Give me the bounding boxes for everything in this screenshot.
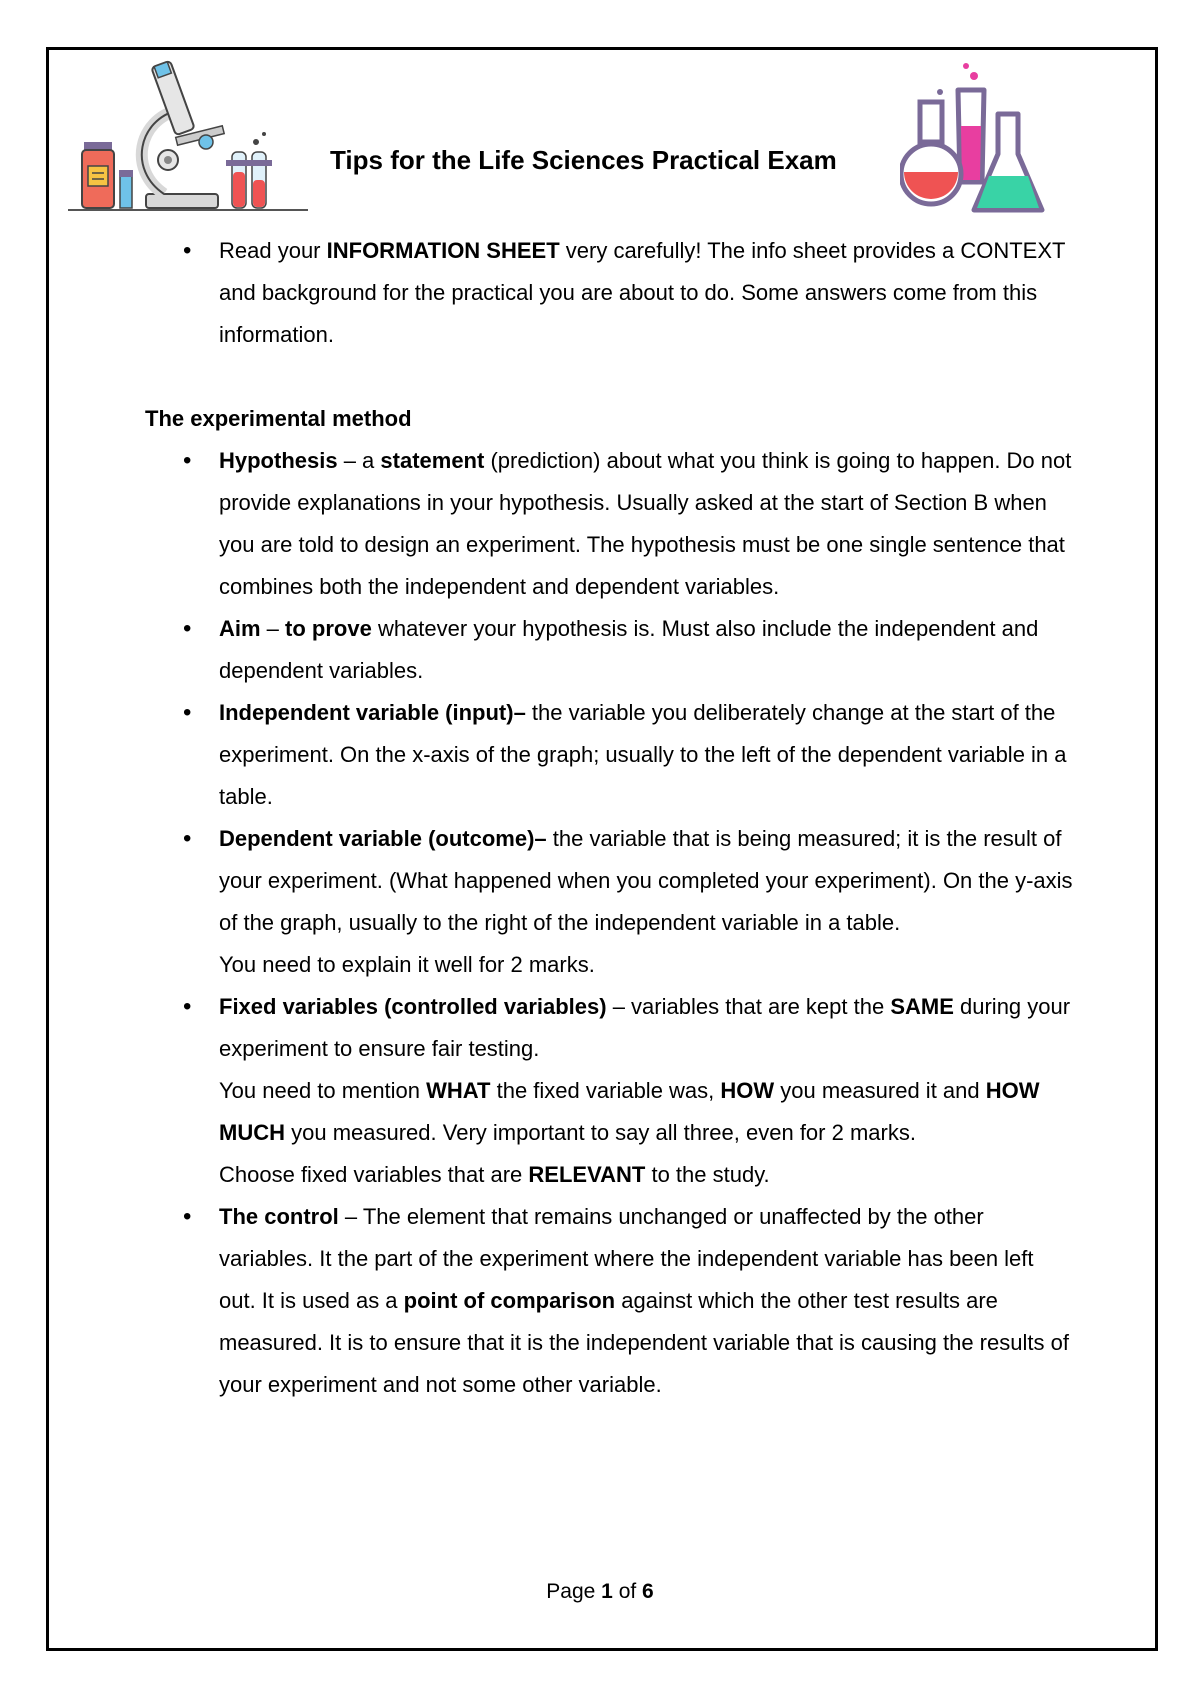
intro-bold: INFORMATION SHEET xyxy=(326,238,560,263)
bold-text: SAME xyxy=(890,994,954,1019)
page-label: Page xyxy=(546,1580,596,1603)
text: you measured it and xyxy=(774,1078,986,1103)
microscope-illustration xyxy=(68,60,308,212)
text: the fixed variable was, xyxy=(490,1078,721,1103)
fixed-line-2 xyxy=(219,1070,1075,1154)
bold-text: WHAT xyxy=(426,1078,491,1103)
intro-text: Read your xyxy=(219,238,327,263)
text: – The element that remains unchanged or unaffected by the other variables. It the part of the experiment where the independent variable has been left out. It is used as a xyxy=(219,1204,1034,1313)
text: – variables that are kept the xyxy=(606,994,891,1019)
section-heading: The experimental method xyxy=(145,406,412,431)
intro-list xyxy=(145,230,1075,356)
vial-icon xyxy=(119,170,133,208)
list-item-the-control xyxy=(145,1196,1075,1406)
text: You need to explain it well for 2 marks. xyxy=(219,952,595,977)
text: you measured. Very important to say all three, even for 2 marks. xyxy=(285,1120,916,1145)
list-item-dependent-variable xyxy=(145,818,1075,986)
intro-text-2: very carefully! The info sheet provides a CONTEXT and background for the practical you are about to do. Some answers come from this information. xyxy=(219,238,1066,347)
text: whatever your hypothesis is. Must also include the independent and dependent variables. xyxy=(219,616,1039,683)
list-item-aim xyxy=(145,608,1075,692)
bold-text: to prove xyxy=(285,616,372,641)
text: – xyxy=(260,616,286,641)
bold-text: RELEVANT xyxy=(528,1162,646,1187)
of-label: of xyxy=(618,1580,637,1603)
page-footer xyxy=(0,1580,1200,1604)
term-hypothesis: Hypothesis xyxy=(219,448,338,473)
bottle-icon xyxy=(82,142,114,208)
test-tube-rack-icon xyxy=(226,132,272,208)
document-body xyxy=(145,230,1075,1406)
text: the variable that is being measured; it is the result of your experiment. (What happened when you completed your experiment). On the y-axis of the graph, usually to the right of the independent variable in a table. xyxy=(219,826,1073,935)
term-dependent-variable: Dependent variable (outcome)– xyxy=(219,826,547,851)
term-independent-variable: Independent variable (input)– xyxy=(219,700,526,725)
list-item-hypothesis xyxy=(145,440,1075,608)
text: Choose fixed variables that are xyxy=(219,1162,529,1187)
bold-text: statement xyxy=(380,448,485,473)
text: the variable you deliberately change at the start of the experiment. On the x-axis of the graph; usually to the left of the dependent variable in a table. xyxy=(219,700,1067,809)
method-list xyxy=(145,440,1075,1406)
term-aim: Aim xyxy=(219,616,261,641)
text: to the study. xyxy=(645,1162,770,1187)
page-title: Tips for the Life Sciences Practical Exam xyxy=(330,145,837,175)
text: – a xyxy=(337,448,381,473)
bold-text: HOW MUCH xyxy=(219,1078,1040,1145)
list-item-information-sheet xyxy=(145,230,1075,356)
bold-text: HOW xyxy=(720,1078,775,1103)
bold-text: point of comparison xyxy=(403,1288,616,1313)
term-the-control: The control xyxy=(219,1204,339,1229)
text: against which the other test results are measured. It is to ensure that it is the independent variable that is causing the results of your experiment and not some other variable. xyxy=(219,1288,1069,1397)
text: You need to mention xyxy=(219,1078,427,1103)
term-fixed-variables: Fixed variables (controlled variables) xyxy=(219,994,607,1019)
text: (prediction) about what you think is going to happen. Do not provide explanations in your hypothesis. Usually asked at the start of Section B when you are told to design an experiment. The hypothesis must be one single sentence that combines both the independent and dependent variables. xyxy=(219,448,1072,599)
page-total: 6 xyxy=(642,1580,654,1603)
list-item-independent-variable xyxy=(145,692,1075,818)
fixed-line-3 xyxy=(219,1154,1075,1196)
round-flask-icon xyxy=(901,102,961,204)
text: during your experiment to ensure fair testing. xyxy=(219,994,1071,1061)
page-number: 1 xyxy=(601,1580,613,1603)
microscope-icon xyxy=(142,61,224,208)
list-item-fixed-variables xyxy=(145,986,1075,1196)
flasks-illustration xyxy=(900,62,1048,222)
